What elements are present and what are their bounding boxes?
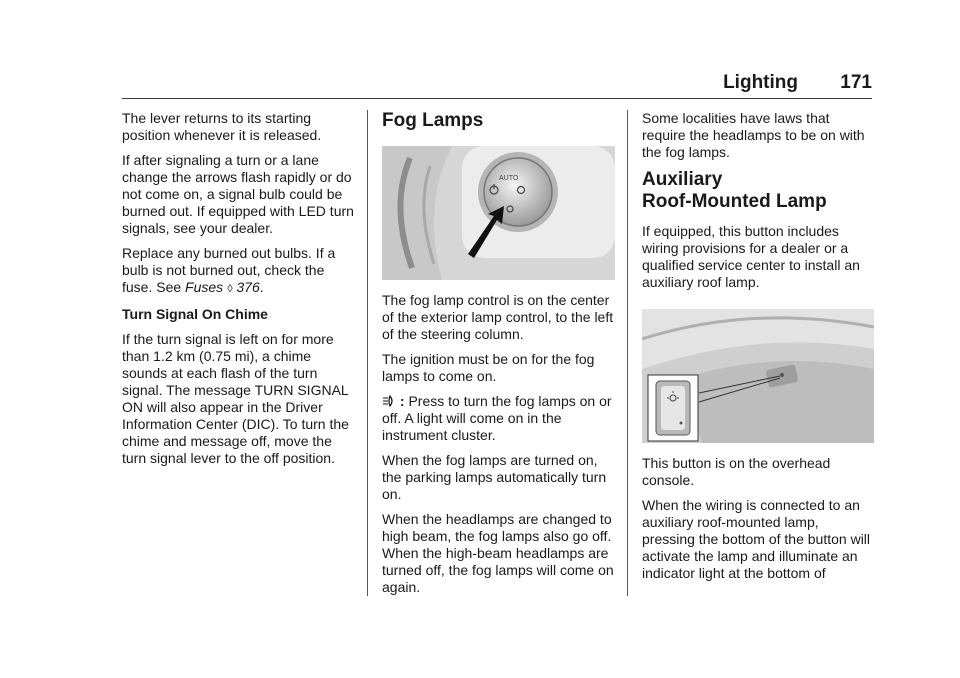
page-header [122, 70, 872, 99]
paragraph-text: Replace any burned out bulbs. If a bulb is not burned out, check the fuse. See [122, 245, 336, 295]
column-1 [122, 110, 358, 475]
paragraph-text: . [259, 279, 264, 295]
column-divider [367, 110, 368, 596]
roof-lamp-button-figure [642, 309, 874, 443]
icon-separator: : [396, 393, 409, 409]
fog-lamp-control-figure [382, 146, 615, 280]
fog-lamp-icon [382, 394, 396, 408]
paragraph: The fog lamp control is on the center of the exterior lamp control, to the left of the steering column. [382, 292, 614, 342]
section-heading: Fog Lamps [382, 110, 484, 131]
paragraph: If equipped, this button includes wiring provisions for a dealer or a qualified service center to install an auxiliary roof lamp. [642, 223, 860, 290]
section-heading-line: Roof-Mounted Lamp [642, 191, 827, 212]
paragraph: Some localities have laws that require the headlamps to be on with the fog lamps. [642, 110, 865, 160]
column-3 [642, 110, 874, 590]
column-2 [382, 110, 618, 604]
paragraph: The ignition must be on for the fog lamps to come on. [382, 351, 595, 384]
roof-lamp-button-illustration [642, 309, 874, 443]
paragraph [382, 393, 618, 444]
paragraph: If the turn signal is left on for more than 1.2 km (0.75 mi), a chime sounds at each flash of the turn signal. The message TURN SIGNAL ON will also appear in the Driver Information Center (DIC). To turn the chime and message off, move the turn signal lever to the off position. [122, 331, 349, 466]
paragraph: When the wiring is connected to an auxiliary roof-mounted lamp, pressing the bottom of the button will activate the lamp and illuminate an indicator light at the bottom of [642, 497, 871, 581]
knob-auto-label: AUTO [499, 175, 519, 182]
subsection-heading: Turn Signal On Chime [122, 306, 268, 322]
section-heading-line: Auxiliary [642, 169, 723, 190]
paragraph: This button is on the overhead console. [642, 455, 831, 488]
paragraph [122, 245, 358, 298]
paragraph: When the fog lamps are turned on, the parking lamps automatically turn on. [382, 452, 607, 502]
page-reference-icon: ◊ [227, 283, 233, 295]
section-heading [642, 169, 874, 213]
column-divider [627, 110, 628, 596]
cross-reference-link[interactable] [185, 279, 260, 295]
cross-reference-title: Fuses [185, 279, 224, 295]
paragraph: The lever returns to its starting position whenever it is released. [122, 110, 322, 143]
paragraph: If after signaling a turn or a lane change the arrows flash rapidly or do not come on, a signal bulb could be burned out. If equipped with LED turn signals, see your dealer. [122, 152, 354, 236]
cross-reference-page: 376 [236, 279, 260, 295]
paragraph: When the headlamps are changed to high beam, the fog lamps also go off. When the high-beam headlamps are turned off, the fog lamps will come on again. [382, 511, 614, 595]
section-title: Lighting [723, 72, 798, 93]
paragraph-text: Press to turn the fog lamps on or off. A light will come on in the instrument cluster. [382, 393, 612, 443]
page-number: 171 [840, 72, 872, 93]
fog-lamp-control-illustration [382, 146, 615, 280]
